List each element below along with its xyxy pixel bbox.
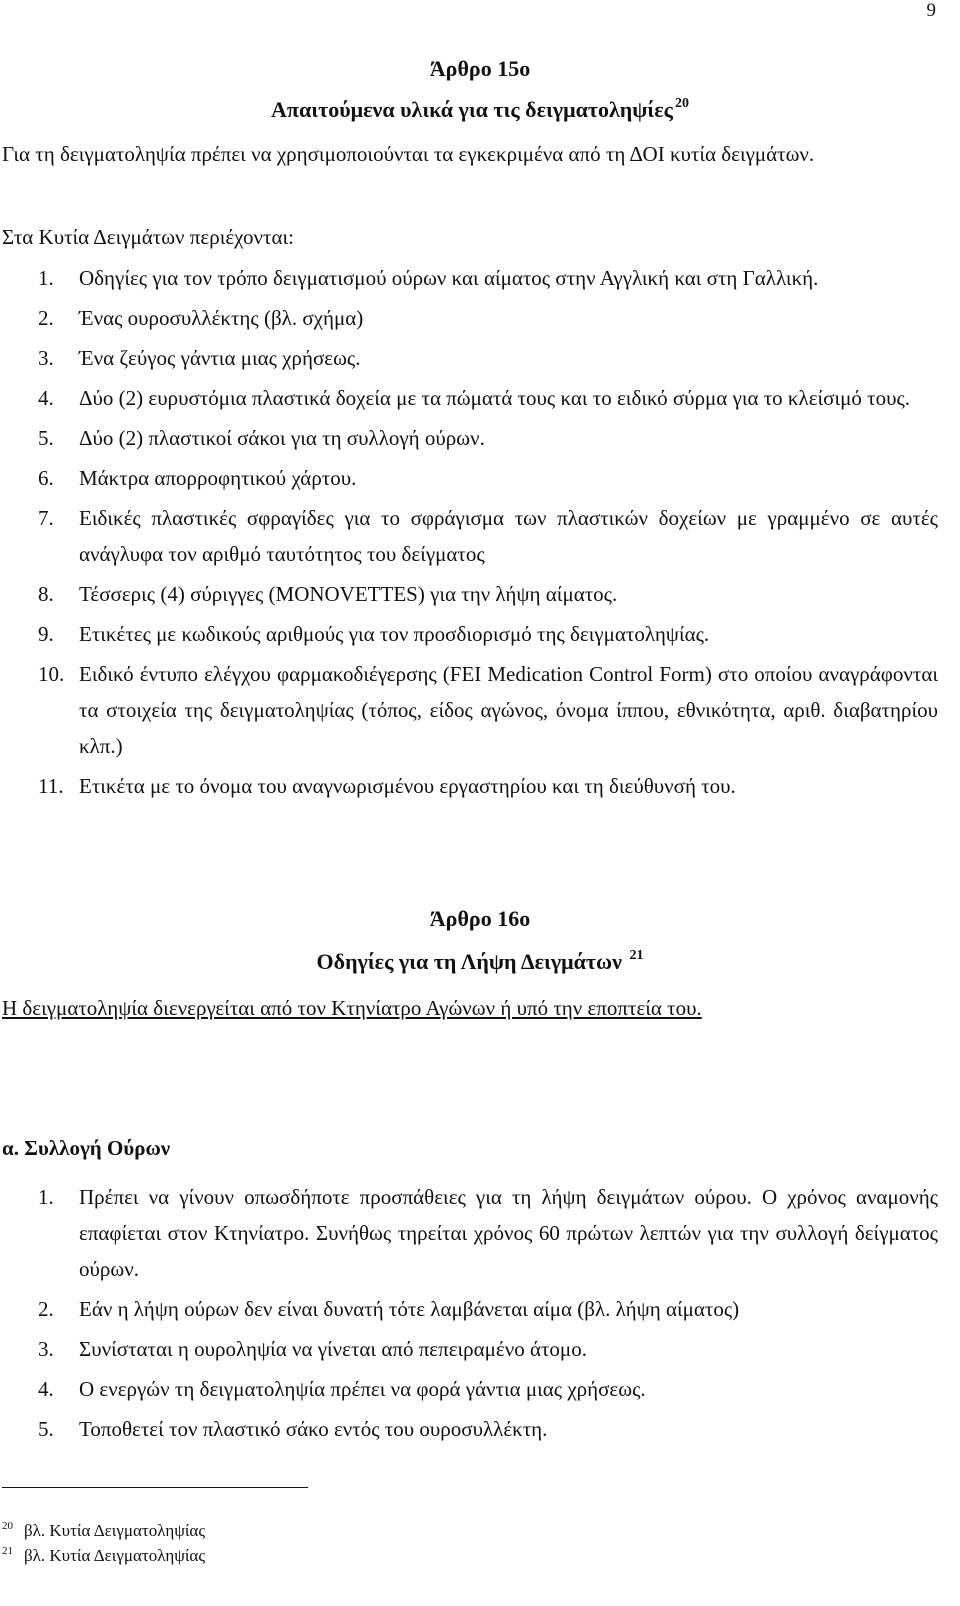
- list-item-text: Ο ενεργών τη δειγματοληψία πρέπει να φορά γάντια μιας χρήσεως.: [79, 1377, 646, 1401]
- list-item-text: Δύο (2) πλαστικοί σάκοι για τη συλλογή ούρων.: [79, 426, 485, 450]
- footnote-separator: [2, 1487, 308, 1488]
- list-item-number: 8.: [38, 582, 54, 606]
- list-item-text: Ένα ζεύγος γάντια μιας χρήσεως.: [79, 346, 361, 370]
- list-item: [0, 1411, 960, 1447]
- list-item: [0, 1179, 960, 1287]
- footnote-number: 21: [2, 1545, 13, 1557]
- list-item-number: 4.: [38, 1377, 54, 1401]
- footnote-21: [2, 1540, 205, 1567]
- article-15-heading: Άρθρο 15ο: [429, 56, 531, 81]
- footnote-ref-21: 21: [629, 948, 644, 963]
- list-item: [0, 1331, 960, 1367]
- list-item-text: Πρέπει να γίνουν οπωσδήποτε προσπάθειες για τη λήψη δειγμάτων ούρου. Ο χρόνος αναμονής επαφίεται στον Κτηνίατρο. Συνήθως τηρείται χρόνος 60 πρώτων λεπτών για την συλλογή δείγματος ούρων.: [79, 1185, 938, 1281]
- list-item-number: 2.: [38, 1297, 54, 1321]
- list-item: [0, 460, 960, 496]
- list-item-number: 9.: [38, 622, 54, 646]
- article-15-items-list: [0, 260, 960, 804]
- list-item: [0, 380, 960, 416]
- list-item: [0, 260, 960, 296]
- list-item-number: 7.: [38, 506, 54, 530]
- footnote-text: βλ. Κυτία Δειγματοληψίας: [24, 1521, 206, 1540]
- page-number: 9: [926, 0, 936, 21]
- list-item-text: Ετικέτες με κωδικούς αριθμούς για τον προσδιορισμό της δειγματοληψίας.: [79, 622, 710, 646]
- list-item-text: Οδηγίες για τον τρόπο δειγματισμού ούρων και αίματος στην Αγγλική και στη Γαλλική.: [79, 266, 819, 290]
- list-item-text: Δύο (2) ευρυστόμια πλαστικά δοχεία με τα πώματά τους και το ειδικό σύρμα για το κλείσιμό τους.: [79, 386, 911, 410]
- list-item-text: Τέσσερις (4) σύριγγες (MONOVETTES) για την λήψη αίματος.: [79, 582, 618, 606]
- list-item-text: Μάκτρα απορροφητικού χάρτου.: [79, 466, 357, 490]
- article-16-intro: Η δειγματοληψία διενεργείται από τον Κτηνίατρο Αγώνων ή υπό την εποπτεία του.: [2, 996, 702, 1020]
- list-item: [0, 616, 960, 652]
- footnote-number: 20: [2, 1520, 13, 1532]
- list-item-number: 1.: [38, 266, 54, 290]
- list-item: [0, 500, 960, 572]
- list-item-text: Συνίσταται η ουροληψία να γίνεται από πεπειραμένο άτομο.: [79, 1337, 587, 1361]
- article-16-heading: Άρθρο 16ο: [429, 906, 531, 931]
- list-item-number: 2.: [38, 306, 54, 330]
- list-item: [0, 420, 960, 456]
- article-16-title: [0, 948, 960, 975]
- list-item-text: Ειδικές πλαστικές σφραγίδες για το σφράγισμα των πλαστικών δοχείων με γραμμένο σε αυτές ανάγλυφα τον αριθμό ταυτότητος του δείγματος: [79, 506, 938, 566]
- list-item-number: 6.: [38, 466, 54, 490]
- list-item: [0, 656, 960, 764]
- list-item-text: Ένας ουροσυλλέκτης (βλ. σχήμα): [79, 306, 364, 330]
- article-15-title-text: Απαιτούμενα υλικά για τις δειγματοληψίες: [271, 97, 673, 122]
- list-item-text: Τοποθετεί τον πλαστικό σάκο εντός του ουροσυλλέκτη.: [79, 1417, 548, 1441]
- footnote-text: βλ. Κυτία Δειγματοληψίας: [24, 1546, 206, 1565]
- list-item-number: 5.: [38, 1417, 54, 1441]
- list-item: [0, 300, 960, 336]
- section-a-items-list: [0, 1179, 960, 1447]
- article-15-lead: Στα Κυτία Δειγμάτων περιέχονται:: [2, 225, 294, 249]
- list-item-number: 4.: [38, 386, 54, 410]
- list-item-number: 3.: [38, 1337, 54, 1361]
- list-item-text: Εάν η λήψη ούρων δεν είναι δυνατή τότε λαμβάνεται αίμα (βλ. λήψη αίματος): [79, 1297, 740, 1321]
- footnote-ref-20: 20: [674, 96, 689, 111]
- article-16-title-text: Οδηγίες για τη Λήψη Δειγμάτων: [316, 949, 622, 974]
- list-item-number: 5.: [38, 426, 54, 450]
- list-item-text: Ετικέτα με το όνομα του αναγνωρισμένου εργαστηρίου και τη διεύθυνσή του.: [79, 774, 736, 798]
- article-15-intro: Για τη δειγματοληψία πρέπει να χρησιμοποιούνται τα εγκεκριμένα από τη ΔΟΙ κυτία δειγμάτων.: [2, 142, 815, 166]
- section-a-heading: α. Συλλογή Ούρων: [2, 1136, 171, 1160]
- list-item: [0, 1291, 960, 1327]
- footnote-20: [2, 1515, 205, 1542]
- list-item-number: 1.: [38, 1185, 54, 1209]
- list-item: [0, 340, 960, 376]
- article-15-title: [0, 96, 960, 123]
- list-item: [0, 1371, 960, 1407]
- list-item: [0, 768, 960, 804]
- list-item: [0, 576, 960, 612]
- list-item-number: 10.: [38, 662, 65, 686]
- list-item-number: 3.: [38, 346, 54, 370]
- list-item-text: Ειδικό έντυπο ελέγχου φαρμακοδιέγερσης (FEI Medication Control Form) στο οποίου αναγράφονται τα στοιχεία της δειγματοληψίας (τόπος, είδος αγώνος, όνομα ίππου, εθνικότητα, αριθ. διαβατηρίου κλπ.): [79, 662, 938, 758]
- list-item-number: 11.: [38, 774, 64, 798]
